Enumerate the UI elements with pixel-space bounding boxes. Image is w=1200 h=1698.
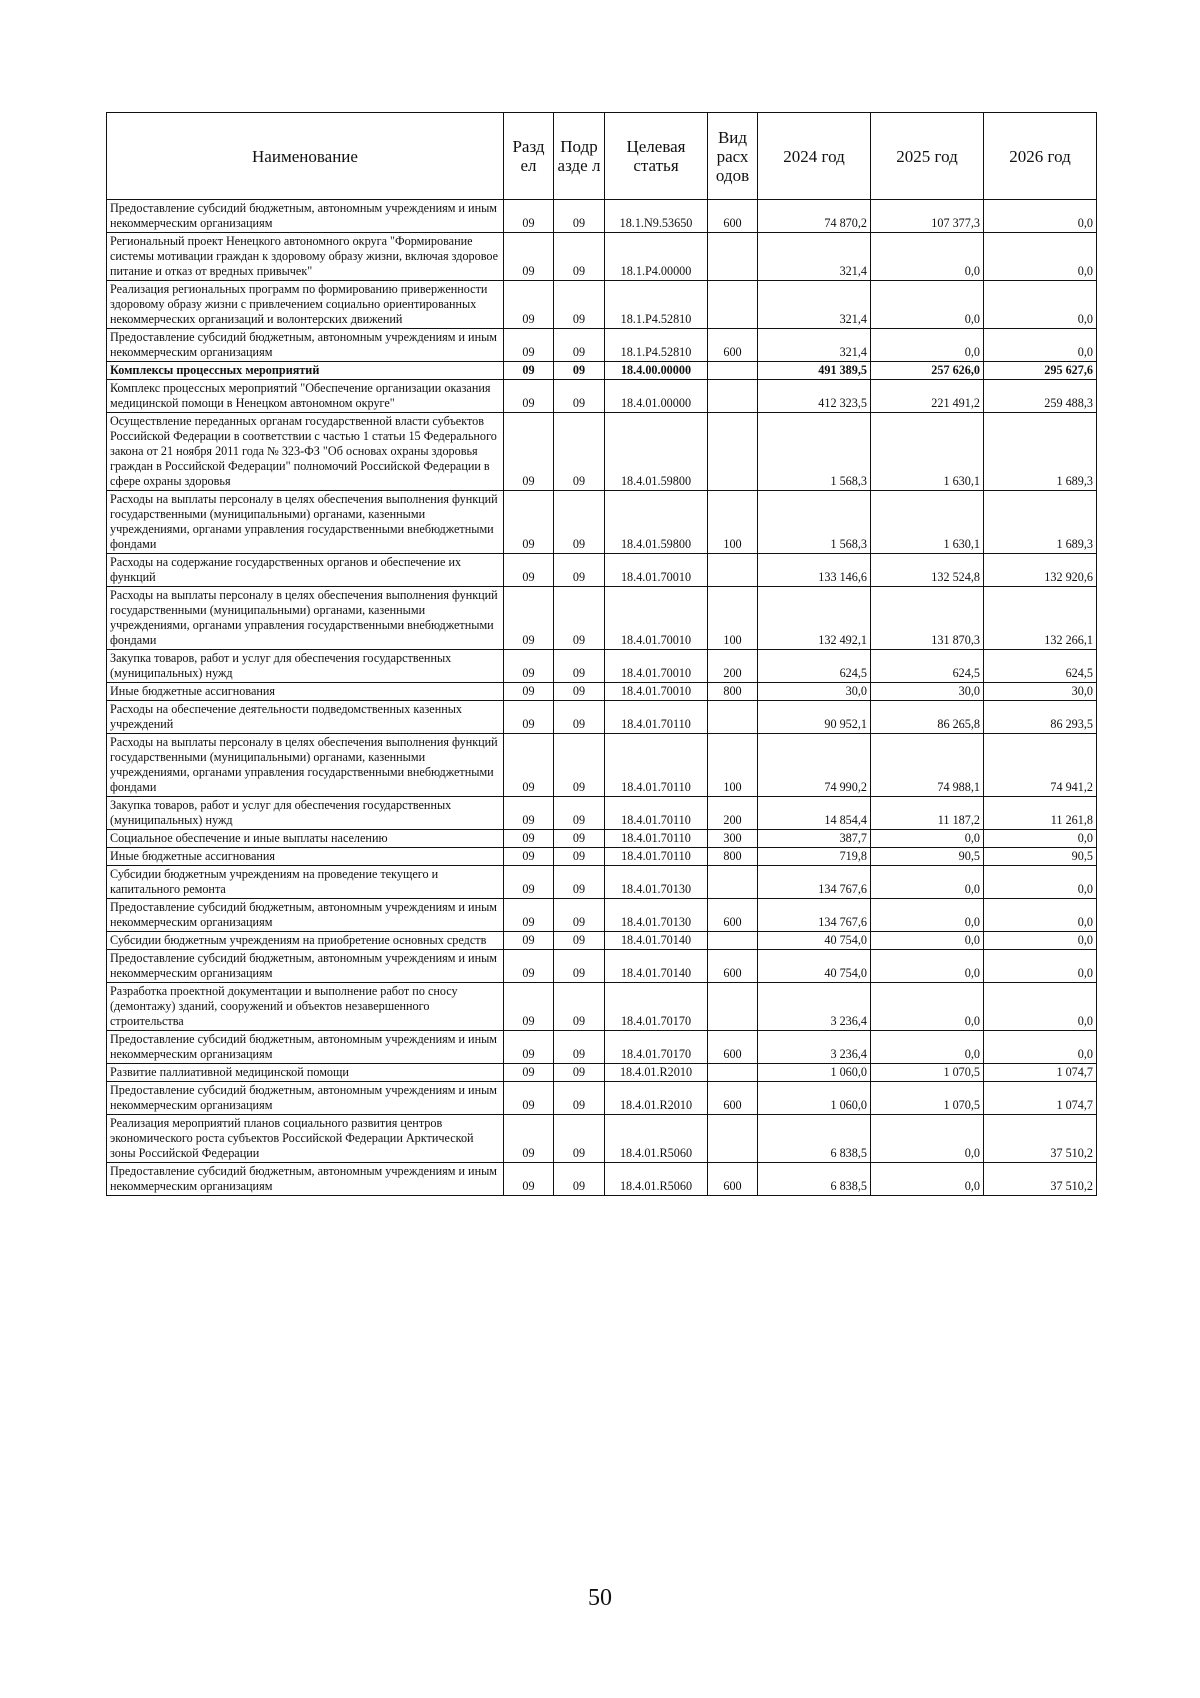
cell-tselevaya-statya: 18.4.01.70010	[605, 650, 708, 683]
cell-2024: 74 990,2	[758, 734, 871, 797]
header-razdel: Разд ел	[504, 113, 554, 200]
cell-2026: 11 261,8	[984, 797, 1097, 830]
cell-2024: 134 767,6	[758, 866, 871, 899]
cell-razdel: 09	[504, 281, 554, 329]
cell-tselevaya-statya: 18.4.01.70110	[605, 797, 708, 830]
cell-2026: 0,0	[984, 950, 1097, 983]
cell-2024: 14 854,4	[758, 797, 871, 830]
cell-vid-raskhodov	[708, 983, 758, 1031]
cell-2024: 30,0	[758, 683, 871, 701]
cell-2026: 0,0	[984, 1031, 1097, 1064]
cell-2025: 221 491,2	[871, 380, 984, 413]
cell-podrazdel: 09	[554, 932, 605, 950]
cell-2024: 133 146,6	[758, 554, 871, 587]
cell-tselevaya-statya: 18.4.01.70110	[605, 830, 708, 848]
table-row	[107, 587, 1097, 650]
cell-vid-raskhodov: 600	[708, 1082, 758, 1115]
table-row	[107, 983, 1097, 1031]
cell-name: Закупка товаров, работ и услуг для обеспечения государственных (муниципальных) нужд	[107, 797, 504, 830]
cell-2026: 259 488,3	[984, 380, 1097, 413]
cell-2026: 0,0	[984, 830, 1097, 848]
cell-razdel: 09	[504, 233, 554, 281]
cell-podrazdel: 09	[554, 848, 605, 866]
cell-name: Предоставление субсидий бюджетным, автономным учреждениям и иным некоммерческим организациям	[107, 1082, 504, 1115]
cell-tselevaya-statya: 18.4.01.70170	[605, 1031, 708, 1064]
cell-2024: 412 323,5	[758, 380, 871, 413]
cell-2026: 86 293,5	[984, 701, 1097, 734]
cell-name: Комплексы процессных мероприятий	[107, 362, 504, 380]
cell-name: Расходы на выплаты персоналу в целях обеспечения выполнения функций государственными (муниципальными) органами, казенными учреждениями, органами управления государственными внебюджетными фондами	[107, 587, 504, 650]
cell-vid-raskhodov: 200	[708, 797, 758, 830]
cell-tselevaya-statya: 18.4.01.59800	[605, 413, 708, 491]
cell-razdel: 09	[504, 683, 554, 701]
cell-name: Реализация региональных программ по формированию приверженности здоровому образу жизни с привлечением социально ориентированных некоммерческих организаций и волонтерских движений	[107, 281, 504, 329]
cell-2025: 0,0	[871, 233, 984, 281]
cell-razdel: 09	[504, 1163, 554, 1196]
cell-vid-raskhodov	[708, 1115, 758, 1163]
cell-tselevaya-statya: 18.4.01.70110	[605, 848, 708, 866]
cell-tselevaya-statya: 18.1.P4.52810	[605, 281, 708, 329]
cell-podrazdel: 09	[554, 830, 605, 848]
cell-podrazdel: 09	[554, 233, 605, 281]
cell-razdel: 09	[504, 899, 554, 932]
cell-podrazdel: 09	[554, 1031, 605, 1064]
cell-2026: 0,0	[984, 932, 1097, 950]
cell-vid-raskhodov: 600	[708, 1031, 758, 1064]
cell-podrazdel: 09	[554, 491, 605, 554]
cell-2024: 3 236,4	[758, 983, 871, 1031]
cell-tselevaya-statya: 18.4.01.70010	[605, 554, 708, 587]
cell-2025: 107 377,3	[871, 200, 984, 233]
cell-razdel: 09	[504, 554, 554, 587]
cell-razdel: 09	[504, 701, 554, 734]
cell-vid-raskhodov: 100	[708, 587, 758, 650]
cell-2026: 0,0	[984, 866, 1097, 899]
table-row	[107, 1163, 1097, 1196]
cell-razdel: 09	[504, 1064, 554, 1082]
cell-vid-raskhodov	[708, 380, 758, 413]
table-body	[107, 200, 1097, 1196]
cell-2025: 0,0	[871, 983, 984, 1031]
cell-name: Предоставление субсидий бюджетным, автономным учреждениям и иным некоммерческим организациям	[107, 1163, 504, 1196]
table-header-row	[107, 113, 1097, 200]
cell-2026: 1 689,3	[984, 413, 1097, 491]
cell-razdel: 09	[504, 932, 554, 950]
table-row	[107, 1082, 1097, 1115]
cell-podrazdel: 09	[554, 797, 605, 830]
cell-vid-raskhodov	[708, 701, 758, 734]
cell-podrazdel: 09	[554, 329, 605, 362]
cell-2024: 321,4	[758, 329, 871, 362]
cell-2025: 132 524,8	[871, 554, 984, 587]
cell-2024: 387,7	[758, 830, 871, 848]
cell-2025: 0,0	[871, 866, 984, 899]
cell-razdel: 09	[504, 491, 554, 554]
table-row	[107, 848, 1097, 866]
cell-vid-raskhodov: 600	[708, 329, 758, 362]
cell-tselevaya-statya: 18.4.01.R2010	[605, 1082, 708, 1115]
cell-vid-raskhodov	[708, 281, 758, 329]
cell-tselevaya-statya: 18.4.01.R5060	[605, 1115, 708, 1163]
cell-razdel: 09	[504, 200, 554, 233]
cell-podrazdel: 09	[554, 362, 605, 380]
table-row	[107, 899, 1097, 932]
table-row	[107, 380, 1097, 413]
table-row	[107, 233, 1097, 281]
header-2026: 2026 год	[984, 113, 1097, 200]
cell-vid-raskhodov: 600	[708, 1163, 758, 1196]
cell-name: Реализация мероприятий планов социального развития центров экономического роста субъектов Российской Федерации Арктической зоны Российской Федерации	[107, 1115, 504, 1163]
cell-2024: 74 870,2	[758, 200, 871, 233]
cell-name: Расходы на выплаты персоналу в целях обеспечения выполнения функций государственными (муниципальными) органами, казенными учреждениями, органами управления государственными внебюджетными фондами	[107, 491, 504, 554]
cell-podrazdel: 09	[554, 413, 605, 491]
cell-razdel: 09	[504, 848, 554, 866]
cell-name: Расходы на выплаты персоналу в целях обеспечения выполнения функций государственными (муниципальными) органами, казенными учреждениями, органами управления государственными внебюджетными фондами	[107, 734, 504, 797]
cell-razdel: 09	[504, 950, 554, 983]
cell-2026: 0,0	[984, 281, 1097, 329]
cell-2024: 321,4	[758, 233, 871, 281]
cell-2025: 1 070,5	[871, 1082, 984, 1115]
table-row	[107, 329, 1097, 362]
cell-2026: 624,5	[984, 650, 1097, 683]
cell-vid-raskhodov: 600	[708, 950, 758, 983]
cell-podrazdel: 09	[554, 1163, 605, 1196]
cell-2026: 0,0	[984, 899, 1097, 932]
cell-2025: 11 187,2	[871, 797, 984, 830]
cell-tselevaya-statya: 18.4.01.70110	[605, 734, 708, 797]
cell-2025: 131 870,3	[871, 587, 984, 650]
cell-vid-raskhodov: 800	[708, 683, 758, 701]
cell-2024: 491 389,5	[758, 362, 871, 380]
cell-podrazdel: 09	[554, 866, 605, 899]
cell-2026: 90,5	[984, 848, 1097, 866]
cell-razdel: 09	[504, 734, 554, 797]
cell-2025: 257 626,0	[871, 362, 984, 380]
cell-2024: 40 754,0	[758, 950, 871, 983]
cell-tselevaya-statya: 18.4.01.R2010	[605, 1064, 708, 1082]
cell-podrazdel: 09	[554, 701, 605, 734]
cell-name: Расходы на обеспечение деятельности подведомственных казенных учреждений	[107, 701, 504, 734]
table-row	[107, 413, 1097, 491]
page-number: 50	[588, 1585, 612, 1611]
cell-tselevaya-statya: 18.4.00.00000	[605, 362, 708, 380]
cell-2026: 37 510,2	[984, 1115, 1097, 1163]
cell-name: Региональный проект Ненецкого автономного округа "Формирование системы мотивации граждан к здоровому образу жизни, включая здоровое питание и отказ от вредных привычек"	[107, 233, 504, 281]
cell-2026: 132 920,6	[984, 554, 1097, 587]
header-vid-raskhodov: Вид расх одов	[708, 113, 758, 200]
cell-2024: 132 492,1	[758, 587, 871, 650]
cell-2025: 1 630,1	[871, 491, 984, 554]
budget-table	[106, 112, 1097, 1196]
cell-2024: 6 838,5	[758, 1163, 871, 1196]
cell-podrazdel: 09	[554, 1064, 605, 1082]
table-row	[107, 491, 1097, 554]
table-row	[107, 650, 1097, 683]
cell-tselevaya-statya: 18.4.01.70130	[605, 899, 708, 932]
cell-vid-raskhodov: 800	[708, 848, 758, 866]
cell-podrazdel: 09	[554, 899, 605, 932]
header-name: Наименование	[107, 113, 504, 200]
cell-2024: 134 767,6	[758, 899, 871, 932]
cell-vid-raskhodov: 600	[708, 899, 758, 932]
cell-razdel: 09	[504, 650, 554, 683]
header-2025: 2025 год	[871, 113, 984, 200]
cell-tselevaya-statya: 18.4.01.00000	[605, 380, 708, 413]
cell-2024: 1 568,3	[758, 491, 871, 554]
cell-name: Развитие паллиативной медицинской помощи	[107, 1064, 504, 1082]
table-row	[107, 866, 1097, 899]
header-2024: 2024 год	[758, 113, 871, 200]
cell-2024: 90 952,1	[758, 701, 871, 734]
cell-2025: 0,0	[871, 899, 984, 932]
cell-razdel: 09	[504, 866, 554, 899]
cell-name: Субсидии бюджетным учреждениям на приобретение основных средств	[107, 932, 504, 950]
cell-name: Предоставление субсидий бюджетным, автономным учреждениям и иным некоммерческим организациям	[107, 950, 504, 983]
table-row	[107, 1115, 1097, 1163]
cell-vid-raskhodov	[708, 233, 758, 281]
cell-2025: 30,0	[871, 683, 984, 701]
cell-2026: 295 627,6	[984, 362, 1097, 380]
cell-podrazdel: 09	[554, 380, 605, 413]
cell-2025: 1 070,5	[871, 1064, 984, 1082]
cell-vid-raskhodov: 200	[708, 650, 758, 683]
table-row	[107, 950, 1097, 983]
cell-razdel: 09	[504, 329, 554, 362]
cell-2025: 0,0	[871, 1115, 984, 1163]
cell-razdel: 09	[504, 983, 554, 1031]
cell-name: Осуществление переданных органам государственной власти субъектов Российской Федерации в соответствии с частью 1 статьи 15 Федерального закона от 21 ноября 2011 года № 323-ФЗ "Об основах охраны здоровья граждан в Российской Федерации" полномочий Российской Федерации в сфере охраны здоровья	[107, 413, 504, 491]
cell-razdel: 09	[504, 1031, 554, 1064]
cell-name: Разработка проектной документации и выполнение работ по сносу (демонтажу) зданий, сооружений и объектов незавершенного строительства	[107, 983, 504, 1031]
cell-name: Расходы на содержание государственных органов и обеспечение их функций	[107, 554, 504, 587]
cell-2024: 719,8	[758, 848, 871, 866]
cell-razdel: 09	[504, 830, 554, 848]
cell-podrazdel: 09	[554, 281, 605, 329]
cell-2024: 6 838,5	[758, 1115, 871, 1163]
table-row	[107, 701, 1097, 734]
cell-2026: 0,0	[984, 983, 1097, 1031]
cell-name: Закупка товаров, работ и услуг для обеспечения государственных (муниципальных) нужд	[107, 650, 504, 683]
cell-razdel: 09	[504, 362, 554, 380]
cell-2024: 1 060,0	[758, 1082, 871, 1115]
cell-name: Комплекс процессных мероприятий "Обеспечение организации оказания медицинской помощи в Ненецком автономном округе"	[107, 380, 504, 413]
cell-2026: 0,0	[984, 233, 1097, 281]
cell-2024: 3 236,4	[758, 1031, 871, 1064]
cell-razdel: 09	[504, 380, 554, 413]
cell-2025: 624,5	[871, 650, 984, 683]
cell-2025: 90,5	[871, 848, 984, 866]
table-row	[107, 281, 1097, 329]
cell-vid-raskhodov	[708, 866, 758, 899]
cell-vid-raskhodov	[708, 932, 758, 950]
cell-razdel: 09	[504, 797, 554, 830]
cell-vid-raskhodov: 600	[708, 200, 758, 233]
cell-2026: 0,0	[984, 200, 1097, 233]
header-podrazdel: Подр азде л	[554, 113, 605, 200]
cell-name: Иные бюджетные ассигнования	[107, 683, 504, 701]
table-row	[107, 362, 1097, 380]
cell-podrazdel: 09	[554, 1082, 605, 1115]
cell-2025: 0,0	[871, 281, 984, 329]
table-row	[107, 683, 1097, 701]
cell-2024: 1 060,0	[758, 1064, 871, 1082]
cell-2024: 40 754,0	[758, 932, 871, 950]
cell-tselevaya-statya: 18.4.01.70170	[605, 983, 708, 1031]
table-row	[107, 200, 1097, 233]
cell-tselevaya-statya: 18.4.01.70140	[605, 950, 708, 983]
cell-podrazdel: 09	[554, 983, 605, 1031]
cell-2024: 624,5	[758, 650, 871, 683]
cell-vid-raskhodov: 100	[708, 734, 758, 797]
cell-podrazdel: 09	[554, 950, 605, 983]
cell-name: Предоставление субсидий бюджетным, автономным учреждениям и иным некоммерческим организациям	[107, 200, 504, 233]
cell-2025: 0,0	[871, 830, 984, 848]
cell-podrazdel: 09	[554, 1115, 605, 1163]
cell-vid-raskhodov	[708, 362, 758, 380]
cell-podrazdel: 09	[554, 200, 605, 233]
cell-tselevaya-statya: 18.4.01.70130	[605, 866, 708, 899]
cell-vid-raskhodov: 100	[708, 491, 758, 554]
cell-2024: 1 568,3	[758, 413, 871, 491]
cell-2026: 74 941,2	[984, 734, 1097, 797]
cell-2024: 321,4	[758, 281, 871, 329]
cell-tselevaya-statya: 18.4.01.R5060	[605, 1163, 708, 1196]
cell-vid-raskhodov	[708, 1064, 758, 1082]
cell-name: Иные бюджетные ассигнования	[107, 848, 504, 866]
cell-2026: 1 689,3	[984, 491, 1097, 554]
table-row	[107, 830, 1097, 848]
cell-razdel: 09	[504, 1082, 554, 1115]
cell-2025: 0,0	[871, 932, 984, 950]
cell-razdel: 09	[504, 1115, 554, 1163]
cell-2025: 74 988,1	[871, 734, 984, 797]
cell-2026: 1 074,7	[984, 1064, 1097, 1082]
table-row	[107, 734, 1097, 797]
cell-2025: 0,0	[871, 950, 984, 983]
cell-2026: 132 266,1	[984, 587, 1097, 650]
cell-2025: 1 630,1	[871, 413, 984, 491]
cell-tselevaya-statya: 18.4.01.70140	[605, 932, 708, 950]
cell-2025: 0,0	[871, 1031, 984, 1064]
cell-tselevaya-statya: 18.1.P4.52810	[605, 329, 708, 362]
cell-name: Предоставление субсидий бюджетным, автономным учреждениям и иным некоммерческим организациям	[107, 1031, 504, 1064]
table-row	[107, 1031, 1097, 1064]
cell-vid-raskhodov	[708, 554, 758, 587]
cell-name: Предоставление субсидий бюджетным, автономным учреждениям и иным некоммерческим организациям	[107, 899, 504, 932]
table-row	[107, 797, 1097, 830]
table-row	[107, 932, 1097, 950]
cell-podrazdel: 09	[554, 554, 605, 587]
cell-podrazdel: 09	[554, 734, 605, 797]
cell-tselevaya-statya: 18.4.01.70110	[605, 701, 708, 734]
cell-tselevaya-statya: 18.4.01.59800	[605, 491, 708, 554]
cell-vid-raskhodov: 300	[708, 830, 758, 848]
cell-2026: 1 074,7	[984, 1082, 1097, 1115]
cell-tselevaya-statya: 18.4.01.70010	[605, 587, 708, 650]
table-row	[107, 1064, 1097, 1082]
cell-2025: 86 265,8	[871, 701, 984, 734]
cell-2025: 0,0	[871, 329, 984, 362]
cell-podrazdel: 09	[554, 650, 605, 683]
cell-name: Социальное обеспечение и иные выплаты населению	[107, 830, 504, 848]
cell-tselevaya-statya: 18.4.01.70010	[605, 683, 708, 701]
cell-tselevaya-statya: 18.1.N9.53650	[605, 200, 708, 233]
cell-tselevaya-statya: 18.1.P4.00000	[605, 233, 708, 281]
cell-razdel: 09	[504, 413, 554, 491]
cell-podrazdel: 09	[554, 683, 605, 701]
cell-name: Субсидии бюджетным учреждениям на проведение текущего и капитального ремонта	[107, 866, 504, 899]
cell-name: Предоставление субсидий бюджетным, автономным учреждениям и иным некоммерческим организациям	[107, 329, 504, 362]
cell-vid-raskhodov	[708, 413, 758, 491]
cell-podrazdel: 09	[554, 587, 605, 650]
cell-2026: 30,0	[984, 683, 1097, 701]
header-tselevaya-statya: Целевая статья	[605, 113, 708, 200]
table-row	[107, 554, 1097, 587]
cell-razdel: 09	[504, 587, 554, 650]
cell-2026: 0,0	[984, 329, 1097, 362]
cell-2026: 37 510,2	[984, 1163, 1097, 1196]
cell-2025: 0,0	[871, 1163, 984, 1196]
